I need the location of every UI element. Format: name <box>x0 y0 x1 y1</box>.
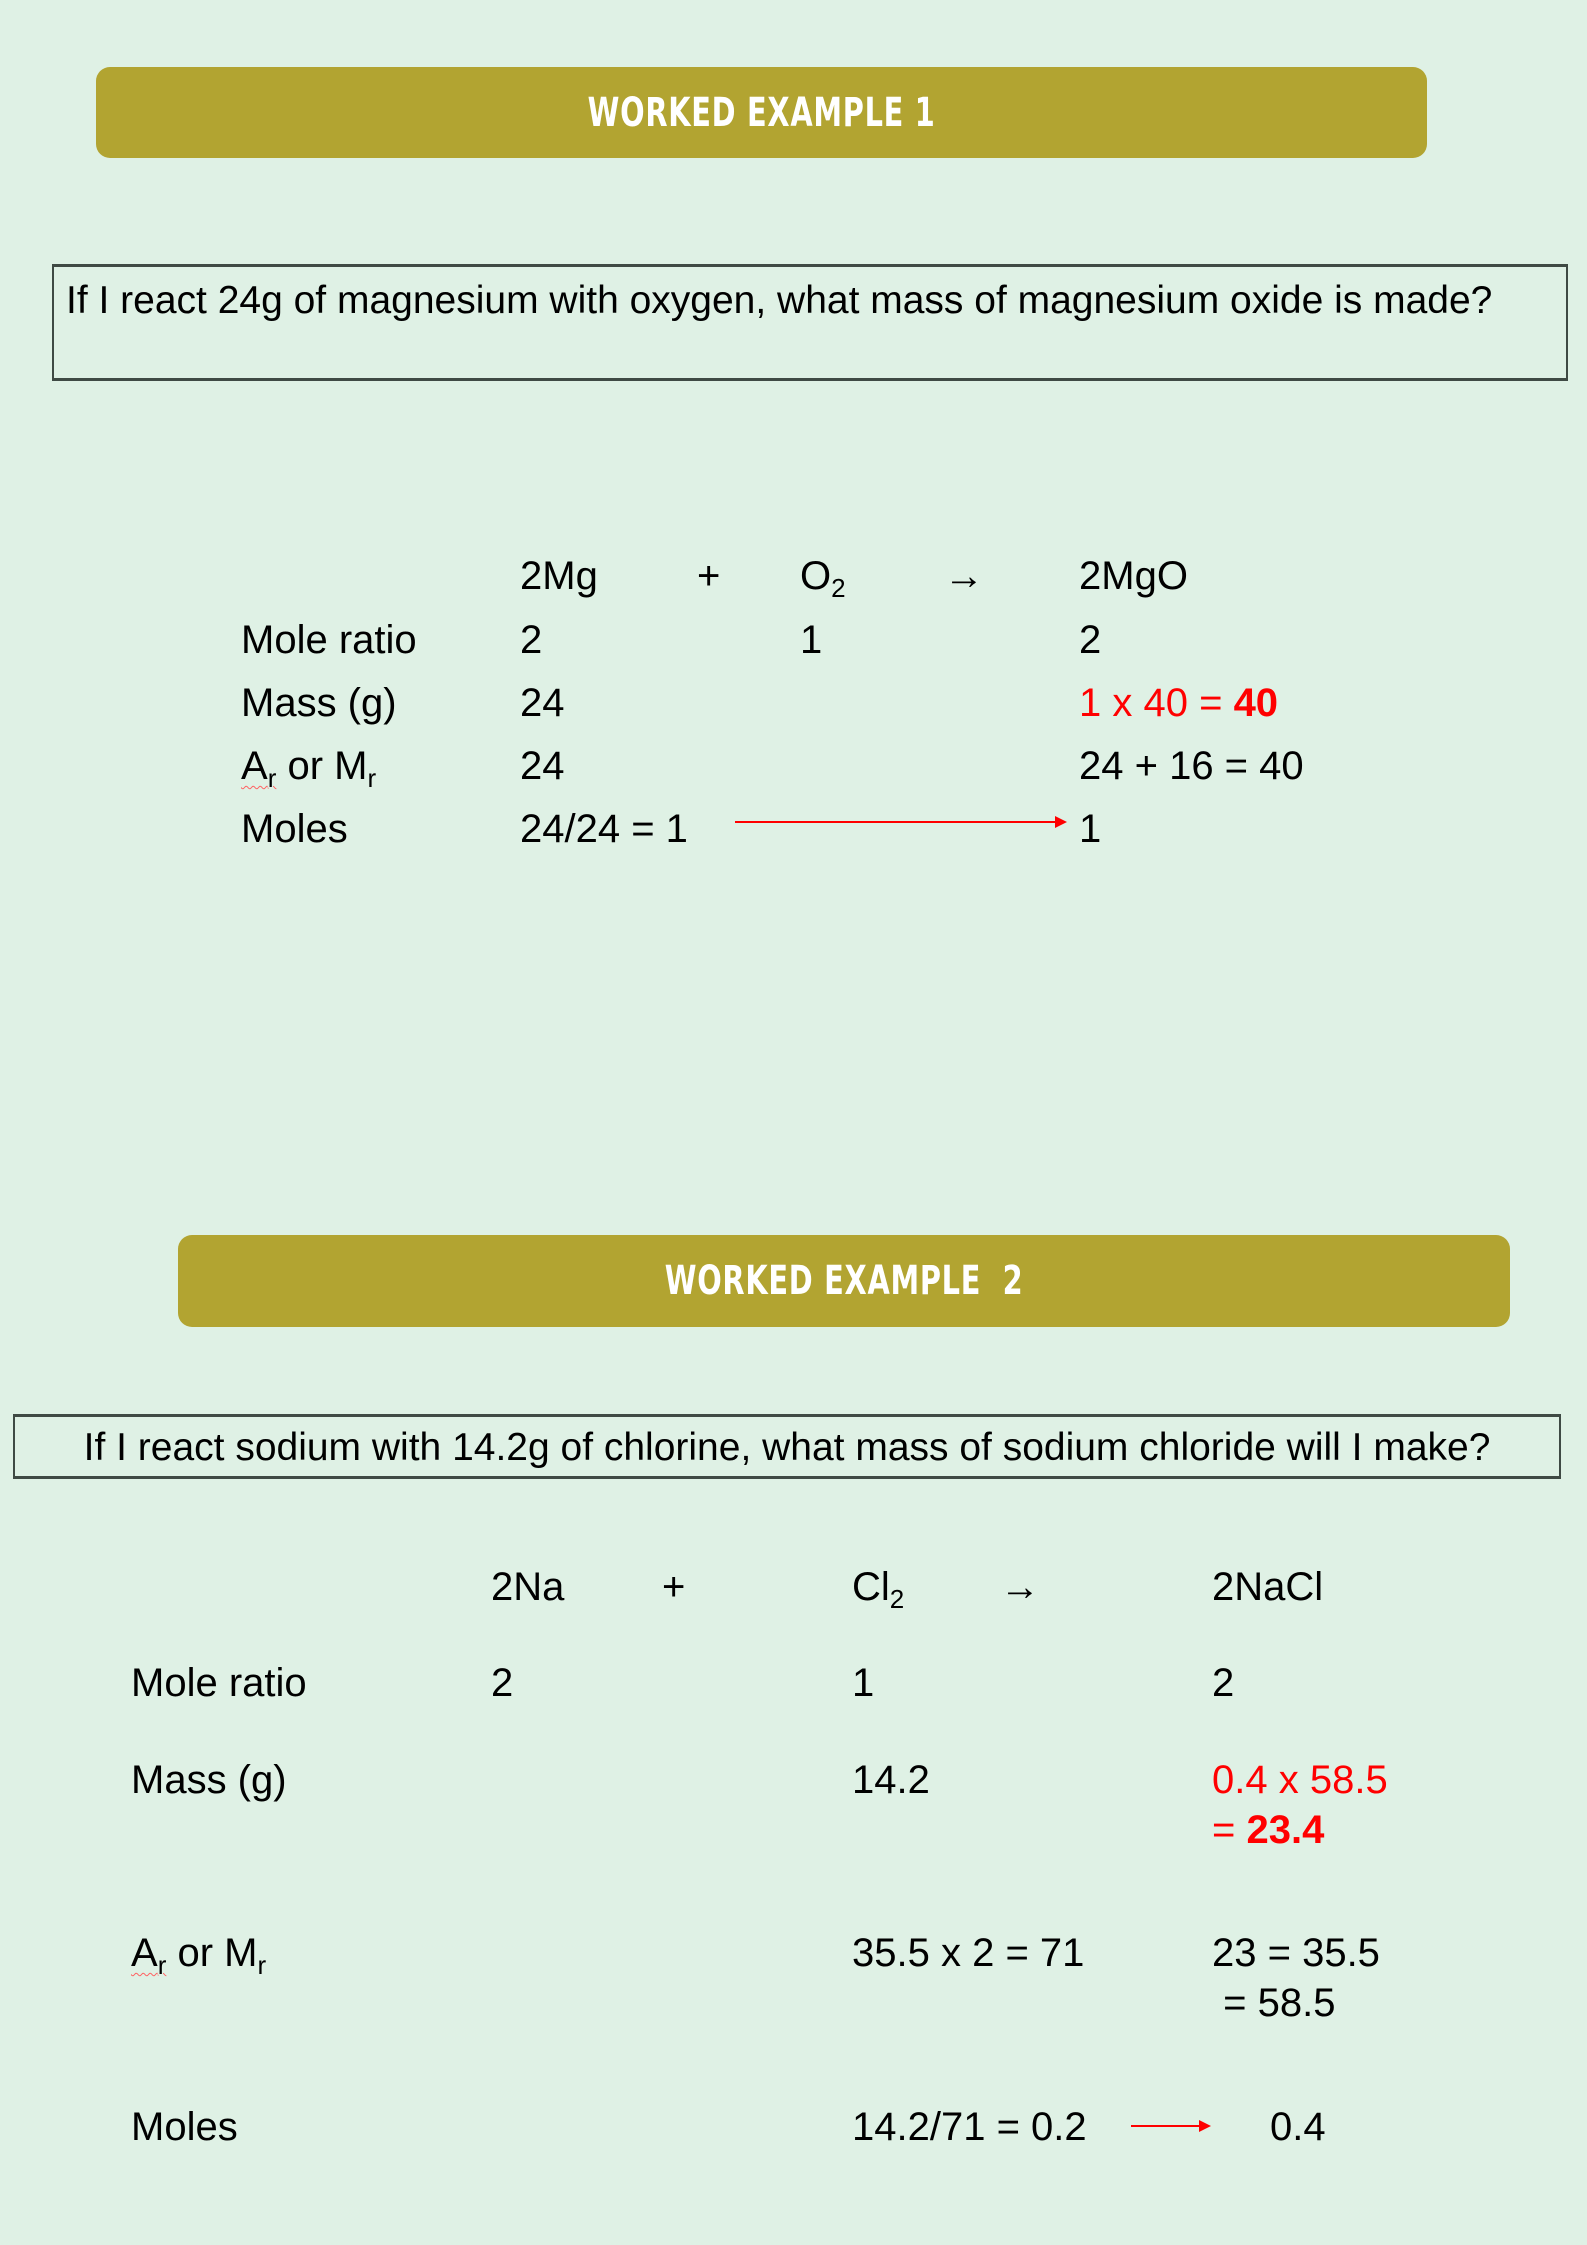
ex2-moles-c2: 14.2/71 = 0.2 <box>852 2105 1087 2149</box>
ex2-mass-c2: 14.2 <box>852 1758 930 1802</box>
ex2-mole-ratio-c1: 2 <box>491 1661 514 1705</box>
ex2-mole-ratio-c3: 2 <box>1212 1661 1235 1705</box>
ex1-mole-ratio-c1: 2 <box>520 618 543 662</box>
question-2-text: If I react sodium with 14.2g of chlorine, what mass of sodium chloride will I make? <box>83 1426 1491 1469</box>
ex2-ar-mr-label: $A_r$ or $M_r$ <box>131 1931 267 1980</box>
question-1-text: If I react 24g of magnesium with oxygen, what mass of magnesium oxide is made? <box>66 279 1493 322</box>
ex1-moles-arrow-icon <box>735 821 1065 823</box>
ex2-ar-mr-c3-line1: 23 = 35.5 <box>1212 1931 1380 1975</box>
eq2-reactant-1: 2Na <box>491 1565 565 1609</box>
eq1-arrow-icon: → <box>944 554 984 598</box>
ex1-ar-mr-c3: 24 + 16 = 40 <box>1079 744 1304 788</box>
eq1-plus: + <box>697 554 721 598</box>
ex1-mole-ratio-c2: 1 <box>800 618 823 662</box>
question-1-box <box>52 264 1568 381</box>
ex2-mass-calc: 0.4 x 58.5 <box>1212 1758 1388 1802</box>
ex2-moles-label: Moles <box>131 2105 238 2149</box>
ex1-moles-label: Moles <box>241 807 348 851</box>
ex1-mass-c1: 24 <box>520 681 565 725</box>
ex2-moles-c3: 0.4 <box>1270 2105 1326 2149</box>
ex1-ar-mr-label: $A_r$ or $M_r$ <box>241 744 377 793</box>
eq1-reactant-1: 2Mg <box>520 554 598 598</box>
ex1-moles-c3: 1 <box>1079 807 1102 851</box>
ex1-mass-label: Mass (g) <box>241 681 397 725</box>
ex2-ar-mr-c2: 35.5 x 2 = 71 <box>852 1931 1085 1975</box>
question-2-box <box>13 1414 1561 1479</box>
ex2-mass-label: Mass (g) <box>131 1758 287 1802</box>
ex2-moles-arrow-icon <box>1131 2125 1209 2127</box>
banner-title: WORKED EXAMPLE 1 <box>587 89 936 136</box>
ex1-moles-c1: 24/24 = 1 <box>520 807 688 851</box>
ex2-mole-ratio-c2: 1 <box>852 1661 875 1705</box>
eq2-plus: + <box>662 1565 686 1609</box>
ex1-mass-answer: 1 x 40 = 40 <box>1079 681 1279 725</box>
ex2-ar-mr-c3-line2: = 58.5 <box>1212 1981 1336 2025</box>
eq2-reactant-2: $Cl_2$ <box>852 1565 905 1614</box>
worked-example-2-banner <box>178 1235 1510 1327</box>
eq1-reactant-2: $O_2$ <box>800 554 846 603</box>
ex1-ar-mr-c1: 24 <box>520 744 565 788</box>
ex1-mole-ratio-c3: 2 <box>1079 618 1102 662</box>
worked-example-1-banner <box>96 67 1427 158</box>
eq2-product: 2NaCl <box>1212 1565 1324 1609</box>
ex2-mass-answer: = 23.4 <box>1212 1808 1325 1852</box>
banner-title: WORKED EXAMPLE 2 <box>664 1258 1024 1304</box>
eq2-arrow-icon: → <box>1000 1565 1040 1609</box>
ex2-mole-ratio-label: Mole ratio <box>131 1661 307 1705</box>
eq1-product: 2MgO <box>1079 554 1188 598</box>
ex1-mole-ratio-label: Mole ratio <box>241 618 417 662</box>
